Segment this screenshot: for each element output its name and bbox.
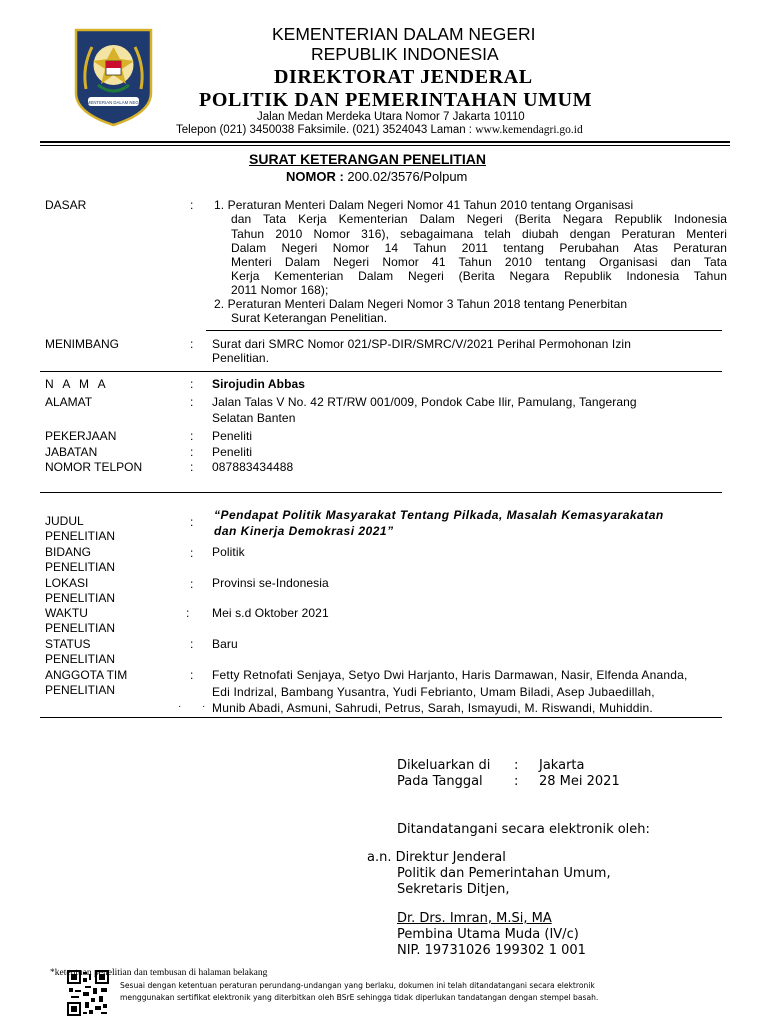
dasar-label: DASAR [45,198,87,212]
anggota-value: Edi Indrizal, Bambang Yusantra, Yudi Febrianto, Umam Biladi, Asep Jubaedillah, [212,685,655,699]
dasar-line: Surat Keterangan Penelitian. [231,311,388,325]
republic-name: REPUBLIK INDONESIA [311,44,499,64]
judul-value: dan Kinerja Demokrasi 2021” [214,524,394,538]
issued-date-colon: : [514,774,519,789]
lokasi-value: Provinsi se-Indonesia [212,576,329,590]
ministry-name: KEMENTERIAN DALAM NEGERI [272,24,536,44]
alamat-colon: : [190,395,194,409]
contact-line [176,124,583,136]
waktu-label: PENELITIAN [45,621,116,635]
status-label: PENELITIAN [45,652,116,666]
judul-label: JUDUL [45,514,84,528]
anggota-value: Munib Abadi, Asmuni, Sahrudi, Petrus, Sarah, Ismayudi, M. Riswandi, Muhiddin. [212,701,653,715]
electronic-signature-note: Ditandatangani secara elektronik oleh: [397,822,650,837]
dasar-line: 2. Peraturan Menteri Dalam Negeri Nomor 3 Tahun 2018 tentang Penerbitan [214,297,628,311]
anggota-label: ANGGOTA TIM [45,668,128,682]
nama-label: N A M A [45,377,109,391]
jabatan-value: Peneliti [212,445,253,459]
nomor-value: 200.02/3576/Polpum [347,169,468,184]
list-dot: · [178,701,182,712]
document-number [286,169,467,184]
dasar-line: 2011 Nomor 168); [231,283,329,297]
bidang-colon: : [190,546,194,560]
signatory-role: Sekretaris Ditjen, [397,882,510,897]
directorate-full-name: POLITIK DAN PEMERINTAHAN UMUM [199,89,593,111]
jabatan-label: JABATAN [45,445,98,459]
section-divider [40,492,722,493]
dasar-line: 1. Peraturan Menteri Dalam Negeri Nomor 41 Tahun 2010 tentang Organisasi [214,198,634,212]
emblem-banner-text: KEMENTERIAN DALAM NEGERI [81,100,146,105]
kemendagri-emblem-logo [72,27,155,127]
dasar-line: dan Tata Kerja Kementerian Dalam Negeri (Berita Negara Republik Indonesia [231,212,727,226]
anggota-label: PENELITIAN [45,683,116,697]
pekerjaan-colon: : [190,429,194,443]
dasar-line: Kerja Kementerian Dalam Negeri (Berita Negara Republik Indonesia Tahun [231,269,727,283]
office-address: Jalan Medan Merdeka Utara Nomor 7 Jakarta 10110 [257,111,525,123]
section-divider [40,371,722,372]
header-rule [40,141,730,143]
status-colon: : [190,637,194,651]
pekerjaan-label: PEKERJAAN [45,429,117,443]
signatory-rank: Pembina Utama Muda (IV/c) [397,927,579,942]
website-link[interactable]: www.kemendagri.go.id [475,124,583,136]
menimbang-colon: : [190,337,194,351]
issued-place-colon: : [514,758,519,773]
document-title: SURAT KETERANGAN PENELITIAN [249,151,486,167]
dasar-line: Dalam Negeri Nomor 14 Tahun 2011 tentang Perubahan Atas Peraturan [231,241,727,255]
bidang-value: Politik [212,545,245,559]
phone-fax: Telepon (021) 3450038 Faksimile. (021) 3524043 Laman : [176,124,476,136]
telpon-label: NOMOR TELPON [45,460,143,474]
issued-date-label: Pada Tanggal [397,774,483,789]
judul-value: “Pendapat Politik Masyarakat Tentang Pilkada, Masalah Kemasyarakatan [214,508,664,522]
lokasi-colon: : [190,577,194,591]
telpon-colon: : [190,460,194,474]
footnote: *ketentuan penelitian dan tembusan di halaman belakang [50,968,268,978]
alamat-label: ALAMAT [45,395,93,409]
alamat-value: Selatan Banten [212,411,296,425]
status-value: Baru [212,637,238,651]
signatory-unit: Politik dan Pemerintahan Umum, [397,866,611,881]
esign-disclaimer: Sesuai dengan ketentuan peraturan perundang-undangan yang berlaku, dokumen ini telah ditandatangani secara elektronik [120,981,595,990]
anggota-colon: : [190,668,194,682]
anggota-value: Fetty Retnofati Senjaya, Setyo Dwi Harjanto, Haris Darmawan, Nasir, Elfenda Ananda, [212,668,688,682]
section-divider [206,330,722,331]
bidang-label: PENELITIAN [45,560,116,574]
judul-colon: : [190,515,194,529]
nomor-label: NOMOR : [286,169,344,184]
header-rule-thin [40,145,730,146]
menimbang-text: Surat dari SMRC Nomor 021/SP-DIR/SMRC/V/2021 Perihal Permohonan Izin [212,337,631,351]
list-dot: · [202,701,206,712]
nama-value: Sirojudin Abbas [212,377,306,391]
lokasi-label: PENELITIAN [45,591,116,605]
alamat-value: Jalan Talas V No. 42 RT/RW 001/009, Pondok Cabe Ilir, Pamulang, Tangerang [212,395,637,409]
waktu-label: WAKTU [45,606,88,620]
signatory-name: Dr. Drs. Imran, M.Si, MA [397,911,552,926]
nama-colon: : [190,377,194,391]
status-label: STATUS [45,637,91,651]
dasar-colon: : [190,198,194,212]
issued-place-value: Jakarta [539,758,585,773]
judul-label: PENELITIAN [45,529,116,543]
jabatan-colon: : [190,445,194,459]
menimbang-label: MENIMBANG [45,337,120,351]
bidang-label: BIDANG [45,545,92,559]
signatory-on-behalf: a.n. Direktur Jenderal [367,850,506,865]
waktu-value: Mei s.d Oktober 2021 [212,606,329,620]
issued-place-label: Dikeluarkan di [397,758,491,773]
dasar-line: Menteri Dalam Negeri Nomor 41 Tahun 2010 tentang Organisasi dan Tata [231,255,727,269]
issued-date-value: 28 Mei 2021 [539,774,620,789]
signatory-nip: NIP. 19731026 199302 1 001 [397,943,586,958]
telpon-value: 087883434488 [212,460,294,474]
pekerjaan-value: Peneliti [212,429,253,443]
menimbang-text: Penelitian. [212,351,270,365]
section-divider [40,717,722,718]
directorate-general: DIREKTORAT JENDERAL [274,66,533,88]
waktu-colon: : [186,606,190,620]
dasar-line: Tahun 2010 Nomor 316), sebagaimana telah diubah dengan Peraturan Menteri [231,227,727,241]
esign-disclaimer: menggunakan sertifikat elektronik yang diterbitkan oleh BSrE sehingga tidak diperlukan tandatangan dengan stempel basah. [120,993,599,1002]
lokasi-label: LOKASI [45,576,89,590]
